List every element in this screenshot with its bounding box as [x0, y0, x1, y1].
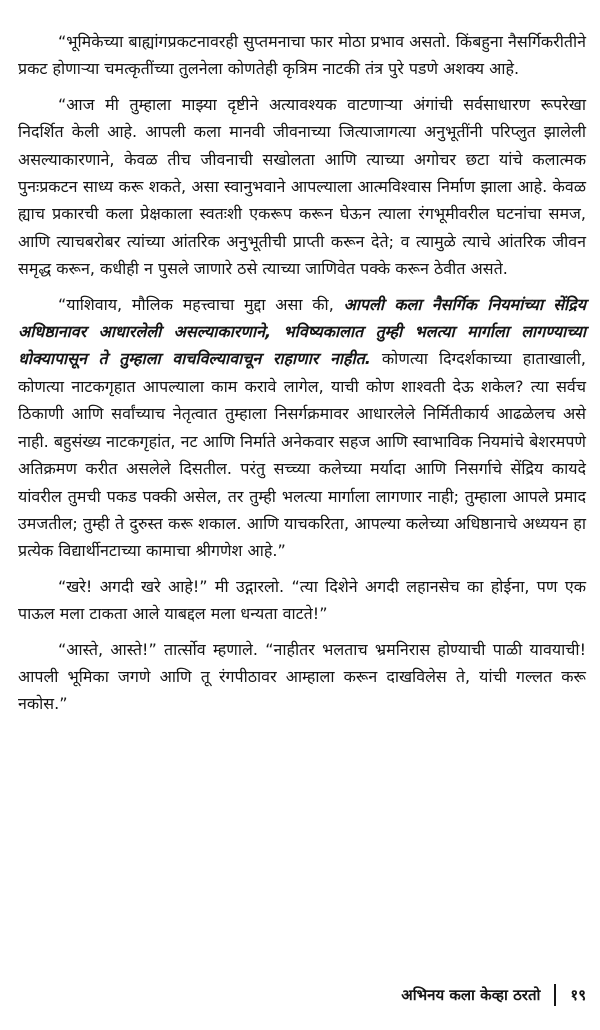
paragraph-3-rest: कोणत्या दिग्दर्शकाच्या हाताखाली, कोणत्या नाटकगृहात आपल्याला काम करावे लागेल, याची कोण शाश्वती देऊ शकेल? त्या सर्वच ठिकाणी आणि सर्वांच्याच नेतृत्वात तुम्हाला निसर्गक्रमावर आधारलेले निर्मितीकार्य आढळेलच असे नाही. बहुसंख्य नाटकगृहांत, नट आणि निर्माते अनेकवार सहज आणि स्वाभाविक नियमांचे बेशरमपणे अतिक्रमण करीत असलेले दिसतील. परंतु सच्च्या कलेच्या मर्यादा आणि निसर्गाचे सेंद्रिय कायदे यांवरील तुमची पकड पक्की असेल, तर तुम्ही भलत्या मार्गाला लागणार नाही; तुम्हाला आपले प्रमाद उमजतील; तुम्ही ते दुरुस्त करू शकाल. आणि याचकरिता, आपल्या कलेच्या अधिष्ठानाचे अध्ययन हा प्रत्येक विद्यार्थीनटाच्या कामाचा श्रीगणेश आहे.” — [18, 349, 586, 561]
page-footer — [0, 984, 586, 1006]
paragraph-5: “आस्ते, आस्ते!” तार्त्सोव म्हणाले. “नाहीतर भलताच भ्रमनिरास होण्याची पाळी यावयाची! आपली भूमिका जगणे आणि तू रंगपीठावर आम्हाला करून दाखविलेस ते, यांची गल्लत करू नकोस.” — [18, 639, 586, 714]
paragraph-4: “खरे! अगदी खरे आहे!” मी उद्गारलो. “त्या दिशेने अगदी लहानसेच का होईना, पण एक पाऊल मला टाकता आले याबद्दल मला धन्यता वाटते!” — [18, 576, 586, 624]
paragraph-1: “भूमिकेच्या बाह्यांगप्रकटनावरही सुप्तमनाचा फार मोठा प्रभाव असतो. किंबहुना नैसर्गिकरीतीने प्रकट होणाऱ्या चमत्कृतींच्या तुलनेला कोणतेही कृत्रिम नाटकी तंत्र पुरे पडणे अशक्य आहे. — [18, 32, 586, 79]
paragraph-3-lead: “याशिवाय, मौलिक महत्त्वाचा मुद्दा असा की, — [58, 294, 344, 314]
paragraph-2: “आज मी तुम्हाला माझ्या दृष्टीने अत्यावश्यक वाटणाऱ्या अंगांची सर्वसाधारण रूपरेखा निदर्शित केली आहे. आपली कला मानवी जीवनाच्या जित्याजागत्या अनुभूतींनी परिप्लुत झालेली असल्याकारणाने, केवळ तीच जीवनाची सखोलता आणि त्याच्या अगोचर छटा यांचे कलात्मक पुनःप्रकटन साध्य करू शकते, असा स्वानुभवाने आपल्याला आत्मविश्वास निर्माण झाला आहे. केवळ ह्याच प्रकारची कला प्रेक्षकाला स्वतःशी एकरूप करून घेऊन त्याला रंगभूमीवरील घटनांचा समज, आणि त्याचबरोबर त्यांच्या आंतरिक अनुभूतीची प्राप्ती करून देते; व त्यामुळे त्याचे आंतरिक जीवन समृद्ध करून, कधीही न पुसले जाणारे ठसे त्याच्या जाणिवेत पक्के करून ठेवीत असते. — [18, 94, 586, 279]
footer-divider — [554, 984, 556, 1006]
paragraph-3 — [18, 291, 586, 565]
paragraph-3-emphasis: आपली कला नैसर्गिक नियमांच्या सेंद्रिय अधिष्ठानावर आधारलेली असल्याकारणाने, भविष्यकालात तुम्ही भलत्या मार्गाला लागण्याच्या धोक्यापासून ते तुम्हाला वाचविल्यावाचून राहाणार नाहीत. — [18, 294, 586, 369]
page-number: १९ — [570, 986, 586, 1004]
running-title: अभिनय कला केव्हा ठरतो — [401, 986, 541, 1004]
document-page — [18, 28, 586, 726]
